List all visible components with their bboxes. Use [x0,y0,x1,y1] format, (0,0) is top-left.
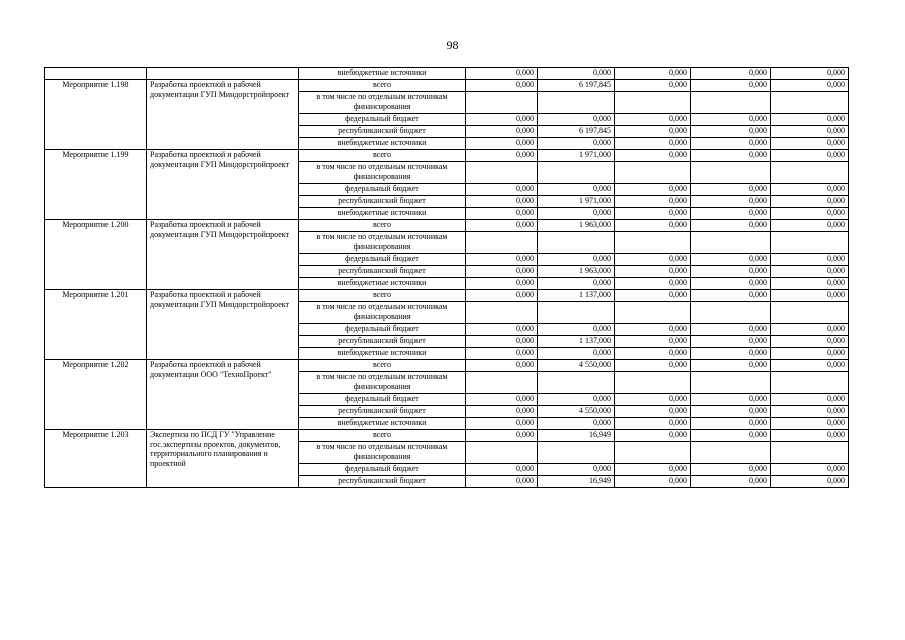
value-cell: 0,000 [466,476,538,488]
value-cell: 0,000 [615,464,691,476]
value-cell [615,162,691,184]
value-cell: 0,000 [771,394,849,406]
funding-source-cell: в том числе по отдельным источникам финансирования [299,92,466,114]
value-cell: 0,000 [466,138,538,150]
value-cell: 0,000 [615,254,691,266]
value-cell [615,302,691,324]
value-cell: 0,000 [615,138,691,150]
value-cell: 0,000 [691,360,771,372]
value-cell: 0,000 [691,418,771,430]
value-cell: 0,000 [691,464,771,476]
value-cell: 0,000 [466,184,538,196]
value-cell: 0,000 [538,184,615,196]
value-cell: 0,000 [466,360,538,372]
value-cell [538,92,615,114]
value-cell: 0,000 [691,278,771,290]
value-cell: 0,000 [615,394,691,406]
value-cell [691,302,771,324]
value-cell: 0,000 [615,220,691,232]
description-cell [147,68,299,80]
value-cell: 0,000 [615,406,691,418]
value-cell: 0,000 [771,430,849,442]
value-cell: 0,000 [615,184,691,196]
value-cell: 1 137,000 [538,290,615,302]
funding-source-cell: внебюджетные источники [299,138,466,150]
funding-table [44,67,849,488]
value-cell: 0,000 [691,336,771,348]
value-cell: 0,000 [691,68,771,80]
value-cell: 0,000 [466,394,538,406]
value-cell: 0,000 [538,68,615,80]
value-cell: 0,000 [466,208,538,220]
value-cell: 0,000 [538,138,615,150]
value-cell: 0,000 [466,336,538,348]
value-cell: 0,000 [771,184,849,196]
value-cell: 0,000 [466,114,538,126]
value-cell: 0,000 [691,114,771,126]
funding-source-cell: всего [299,220,466,232]
value-cell: 0,000 [538,418,615,430]
value-cell: 0,000 [615,336,691,348]
value-cell [771,92,849,114]
value-cell: 0,000 [615,430,691,442]
table-row [45,430,849,442]
value-cell [538,372,615,394]
value-cell: 0,000 [615,266,691,278]
value-cell: 0,000 [691,348,771,360]
value-cell [615,232,691,254]
description-cell: Разработка проектной и рабочей документации ГУП Миндорстройпроект [147,290,299,360]
value-cell: 0,000 [615,324,691,336]
value-cell: 0,000 [615,476,691,488]
value-cell: 0,000 [771,150,849,162]
funding-source-cell: в том числе по отдельным источникам финансирования [299,302,466,324]
value-cell: 0,000 [771,476,849,488]
value-cell: 0,000 [771,336,849,348]
value-cell: 1 137,000 [538,336,615,348]
value-cell: 0,000 [771,196,849,208]
value-cell: 0,000 [771,126,849,138]
funding-source-cell: республиканский бюджет [299,126,466,138]
value-cell: 0,000 [466,266,538,278]
value-cell [466,442,538,464]
funding-source-cell: в том числе по отдельным источникам финансирования [299,372,466,394]
value-cell: 0,000 [466,278,538,290]
value-cell: 0,000 [615,80,691,92]
funding-source-cell: всего [299,430,466,442]
value-cell [771,232,849,254]
value-cell: 0,000 [691,220,771,232]
value-cell: 0,000 [691,476,771,488]
value-cell: 0,000 [466,290,538,302]
funding-source-cell: внебюджетные источники [299,68,466,80]
value-cell: 0,000 [615,290,691,302]
funding-source-cell: всего [299,80,466,92]
funding-source-cell: внебюджетные источники [299,418,466,430]
value-cell [466,302,538,324]
funding-source-cell: федеральный бюджет [299,394,466,406]
description-cell: Экспертиза по ПСД ГУ "Управление гос.экспертизы проектов, документов, территориального планирования и проектной [147,430,299,488]
value-cell [691,232,771,254]
table-row [45,360,849,372]
value-cell: 0,000 [466,430,538,442]
value-cell: 0,000 [771,254,849,266]
value-cell: 0,000 [615,114,691,126]
value-cell: 1 963,000 [538,220,615,232]
funding-source-cell: федеральный бюджет [299,114,466,126]
value-cell [538,232,615,254]
value-cell [615,442,691,464]
funding-source-cell: в том числе по отдельным источникам финансирования [299,232,466,254]
value-cell [691,162,771,184]
description-cell: Разработка проектной и рабочей документации ГУП Миндорстройпроект [147,220,299,290]
table-row [45,68,849,80]
value-cell: 0,000 [771,278,849,290]
value-cell: 16,949 [538,430,615,442]
funding-source-cell: федеральный бюджет [299,464,466,476]
value-cell: 1 971,000 [538,196,615,208]
value-cell [691,92,771,114]
value-cell: 0,000 [691,80,771,92]
event-cell: Мероприятие 1.203 [45,430,147,488]
funding-source-cell: всего [299,360,466,372]
funding-source-cell: республиканский бюджет [299,196,466,208]
event-cell: Мероприятие 1.201 [45,290,147,360]
value-cell [615,92,691,114]
value-cell: 0,000 [466,254,538,266]
value-cell: 0,000 [691,394,771,406]
value-cell: 0,000 [466,220,538,232]
value-cell: 0,000 [771,266,849,278]
value-cell: 0,000 [691,138,771,150]
value-cell: 0,000 [771,138,849,150]
value-cell: 0,000 [771,464,849,476]
value-cell: 0,000 [615,418,691,430]
event-cell: Мероприятие 1.202 [45,360,147,430]
value-cell: 0,000 [771,208,849,220]
value-cell: 0,000 [615,196,691,208]
value-cell: 0,000 [466,406,538,418]
value-cell: 0,000 [691,126,771,138]
value-cell [466,372,538,394]
value-cell: 0,000 [615,208,691,220]
funding-source-cell: всего [299,150,466,162]
value-cell: 0,000 [691,254,771,266]
value-cell: 0,000 [538,348,615,360]
value-cell: 16,949 [538,476,615,488]
value-cell: 0,000 [615,68,691,80]
value-cell: 0,000 [466,418,538,430]
value-cell: 0,000 [466,324,538,336]
funding-source-cell: республиканский бюджет [299,266,466,278]
value-cell [466,92,538,114]
description-cell: Разработка проектной и рабочей документации ГУП Миндорстройпроект [147,150,299,220]
funding-source-cell: республиканский бюджет [299,476,466,488]
value-cell: 0,000 [466,80,538,92]
value-cell: 0,000 [771,324,849,336]
value-cell: 0,000 [691,208,771,220]
value-cell: 0,000 [538,254,615,266]
value-cell [538,302,615,324]
funding-source-cell: внебюджетные источники [299,208,466,220]
value-cell: 0,000 [538,324,615,336]
page-number: 98 [446,38,459,52]
value-cell: 0,000 [615,360,691,372]
value-cell: 0,000 [691,430,771,442]
value-cell: 0,000 [691,266,771,278]
value-cell: 0,000 [691,290,771,302]
value-cell: 0,000 [771,220,849,232]
value-cell: 0,000 [466,348,538,360]
value-cell: 0,000 [771,68,849,80]
funding-source-cell: федеральный бюджет [299,324,466,336]
value-cell: 0,000 [691,184,771,196]
table-row [45,150,849,162]
value-cell: 6 197,845 [538,126,615,138]
table-row [45,80,849,92]
value-cell: 0,000 [771,348,849,360]
value-cell: 0,000 [691,324,771,336]
value-cell: 0,000 [538,208,615,220]
value-cell [691,372,771,394]
table-row [45,290,849,302]
funding-source-cell: республиканский бюджет [299,336,466,348]
event-cell [45,68,147,80]
value-cell: 0,000 [771,418,849,430]
value-cell [538,162,615,184]
description-cell: Разработка проектной и рабочей документации ООО "ТехноПроект" [147,360,299,430]
value-cell: 0,000 [615,150,691,162]
value-cell: 0,000 [771,80,849,92]
value-cell: 4 550,000 [538,406,615,418]
value-cell: 0,000 [538,278,615,290]
value-cell: 0,000 [691,406,771,418]
value-cell: 0,000 [466,126,538,138]
value-cell: 0,000 [615,126,691,138]
funding-source-cell: республиканский бюджет [299,406,466,418]
value-cell: 0,000 [771,360,849,372]
funding-source-cell: внебюджетные источники [299,278,466,290]
value-cell: 0,000 [771,406,849,418]
value-cell: 0,000 [466,150,538,162]
value-cell: 0,000 [538,114,615,126]
description-cell: Разработка проектной и рабочей документации ГУП Миндорстройпроект [147,80,299,150]
funding-source-cell: в том числе по отдельным источникам финансирования [299,442,466,464]
value-cell: 0,000 [538,464,615,476]
value-cell: 0,000 [691,150,771,162]
value-cell [691,442,771,464]
value-cell: 0,000 [538,394,615,406]
funding-source-cell: федеральный бюджет [299,254,466,266]
value-cell: 0,000 [615,278,691,290]
value-cell: 1 971,000 [538,150,615,162]
value-cell [771,302,849,324]
funding-source-cell: всего [299,290,466,302]
value-cell [615,372,691,394]
value-cell: 0,000 [691,196,771,208]
value-cell: 0,000 [466,196,538,208]
event-cell: Мероприятие 1.198 [45,80,147,150]
value-cell: 0,000 [615,348,691,360]
funding-source-cell: федеральный бюджет [299,184,466,196]
funding-table-body [45,68,849,488]
value-cell [771,372,849,394]
value-cell: 0,000 [466,68,538,80]
value-cell [538,442,615,464]
funding-source-cell: в том числе по отдельным источникам финансирования [299,162,466,184]
table-row [45,220,849,232]
event-cell: Мероприятие 1.200 [45,220,147,290]
value-cell: 0,000 [771,114,849,126]
value-cell [771,442,849,464]
event-cell: Мероприятие 1.199 [45,150,147,220]
value-cell: 4 550,000 [538,360,615,372]
value-cell: 0,000 [466,464,538,476]
value-cell [771,162,849,184]
value-cell [466,232,538,254]
value-cell [466,162,538,184]
value-cell: 1 963,000 [538,266,615,278]
value-cell: 6 197,845 [538,80,615,92]
value-cell: 0,000 [771,290,849,302]
funding-source-cell: внебюджетные источники [299,348,466,360]
